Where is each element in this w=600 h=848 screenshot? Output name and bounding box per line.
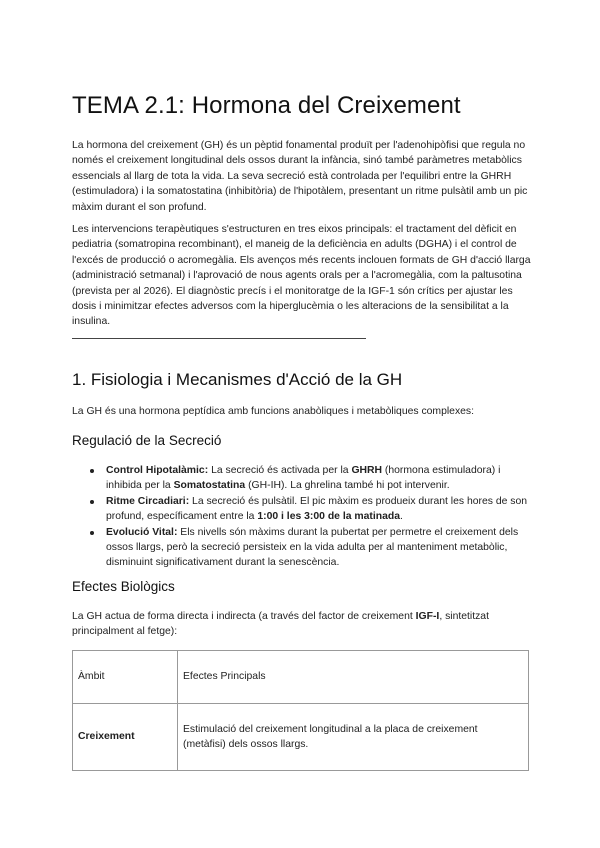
efectes-intro-bold: IGF-I <box>415 611 440 622</box>
list-item <box>72 525 532 571</box>
bullet-icon <box>90 500 94 504</box>
intro-paragraph-1: La hormona del creixement (GH) és un pèptid fonamental produït per l'adenohipòfisi que regula no només el creixement longitudinal dels ossos durant la infància, sinó també paràmetres metabòlics essencials al llarg de tota la vida. La seva secreció està controlada per l'equilibri entre la GHRH (estimuladora) i la somatostatina (inhibitòria) de l'hipotàlem, presentant un ritme pulsàtil amb un pic màxim durant el son profund. <box>72 140 528 213</box>
efectes-heading: Efectes Biològics <box>72 579 175 594</box>
item-bold: Somatostatina <box>173 480 246 492</box>
section-1-heading: 1. Fisiologia i Mecanismes d'Acció de la GH <box>72 370 403 389</box>
table-header-cell: Àmbit <box>73 651 178 704</box>
table-row <box>73 704 529 771</box>
table-header-row <box>73 651 529 704</box>
regulacio-list <box>72 463 532 571</box>
item-bold: 1:00 i les 3:00 de la matinada <box>257 511 400 523</box>
efectes-table <box>72 650 529 771</box>
efectes-intro-text: La GH actua de forma directa i indirecta (a través del factor de creixement <box>72 611 416 622</box>
efectes-intro <box>72 609 532 640</box>
bullet-icon <box>90 469 94 473</box>
page-title: TEMA 2.1: Hormona del Creixement <box>72 92 461 119</box>
separator-line <box>72 338 366 339</box>
table-cell-label: Creixement <box>78 731 135 743</box>
efectes-intro-text: , sintetitzat principalment al fetge): <box>72 611 489 638</box>
regulacio-heading: Regulació de la Secreció <box>72 433 222 448</box>
item-label: Control Hipotalàmic: <box>106 465 209 476</box>
item-text: Els nivells són màxims durant la pubertat per permetre el creixement dels ossos llargs, però la secreció persisteix en la vida adulta per al manteniment metabòlic, disminuint significativament durant la senescència. <box>106 526 519 569</box>
item-text: La secreció és activada per la <box>208 465 352 476</box>
item-text: (GH-IH). La ghrelina també hi pot intervenir. <box>245 480 450 492</box>
item-text: (hormona estimuladora) i inhibida per la <box>106 465 501 492</box>
item-text: . <box>400 511 403 523</box>
table-header-cell: Efectes Principals <box>178 651 529 704</box>
list-item <box>72 494 532 525</box>
section-1-intro: La GH és una hormona peptídica amb funcions anabòliques i metabòliques complexes: <box>72 406 475 417</box>
table-cell <box>73 704 178 771</box>
item-text: La secreció és pulsàtil. El pic màxim es produeix durant les hores de son profund, específicament entre la <box>106 495 528 523</box>
bullet-icon <box>90 531 94 535</box>
intro-paragraph-2: Les intervencions terapèutiques s'estructuren en tres eixos principals: el tractament del dèficit en pediatria (somatropina recombinant), el maneig de la deficiència en adults (DGHA) i el control de l'excés de producció o acromegàlia. Els avenços més recents inclouen formats de GH d'acció llarga (administració setmanal) i l'aprovació de nous agents orals per a l'acromegàlia, com la paltusotina (prevista per al 2026). El diagnòstic precís i el monitoratge de la IGF-1 són crítics per ajustar les dosis i minimitzar efectes adversos com la hiperglucèmia o les alteracions de la sensibilitat a la insulina. <box>72 224 531 328</box>
list-item <box>72 463 532 494</box>
item-label: Evolució Vital: <box>106 526 178 538</box>
table-cell: Estimulació del creixement longitudinal a la placa de creixement (metàfisi) dels ossos llargs. <box>178 704 529 771</box>
item-bold: GHRH <box>351 465 383 476</box>
item-label: Ritme Circadiari: <box>106 495 190 507</box>
